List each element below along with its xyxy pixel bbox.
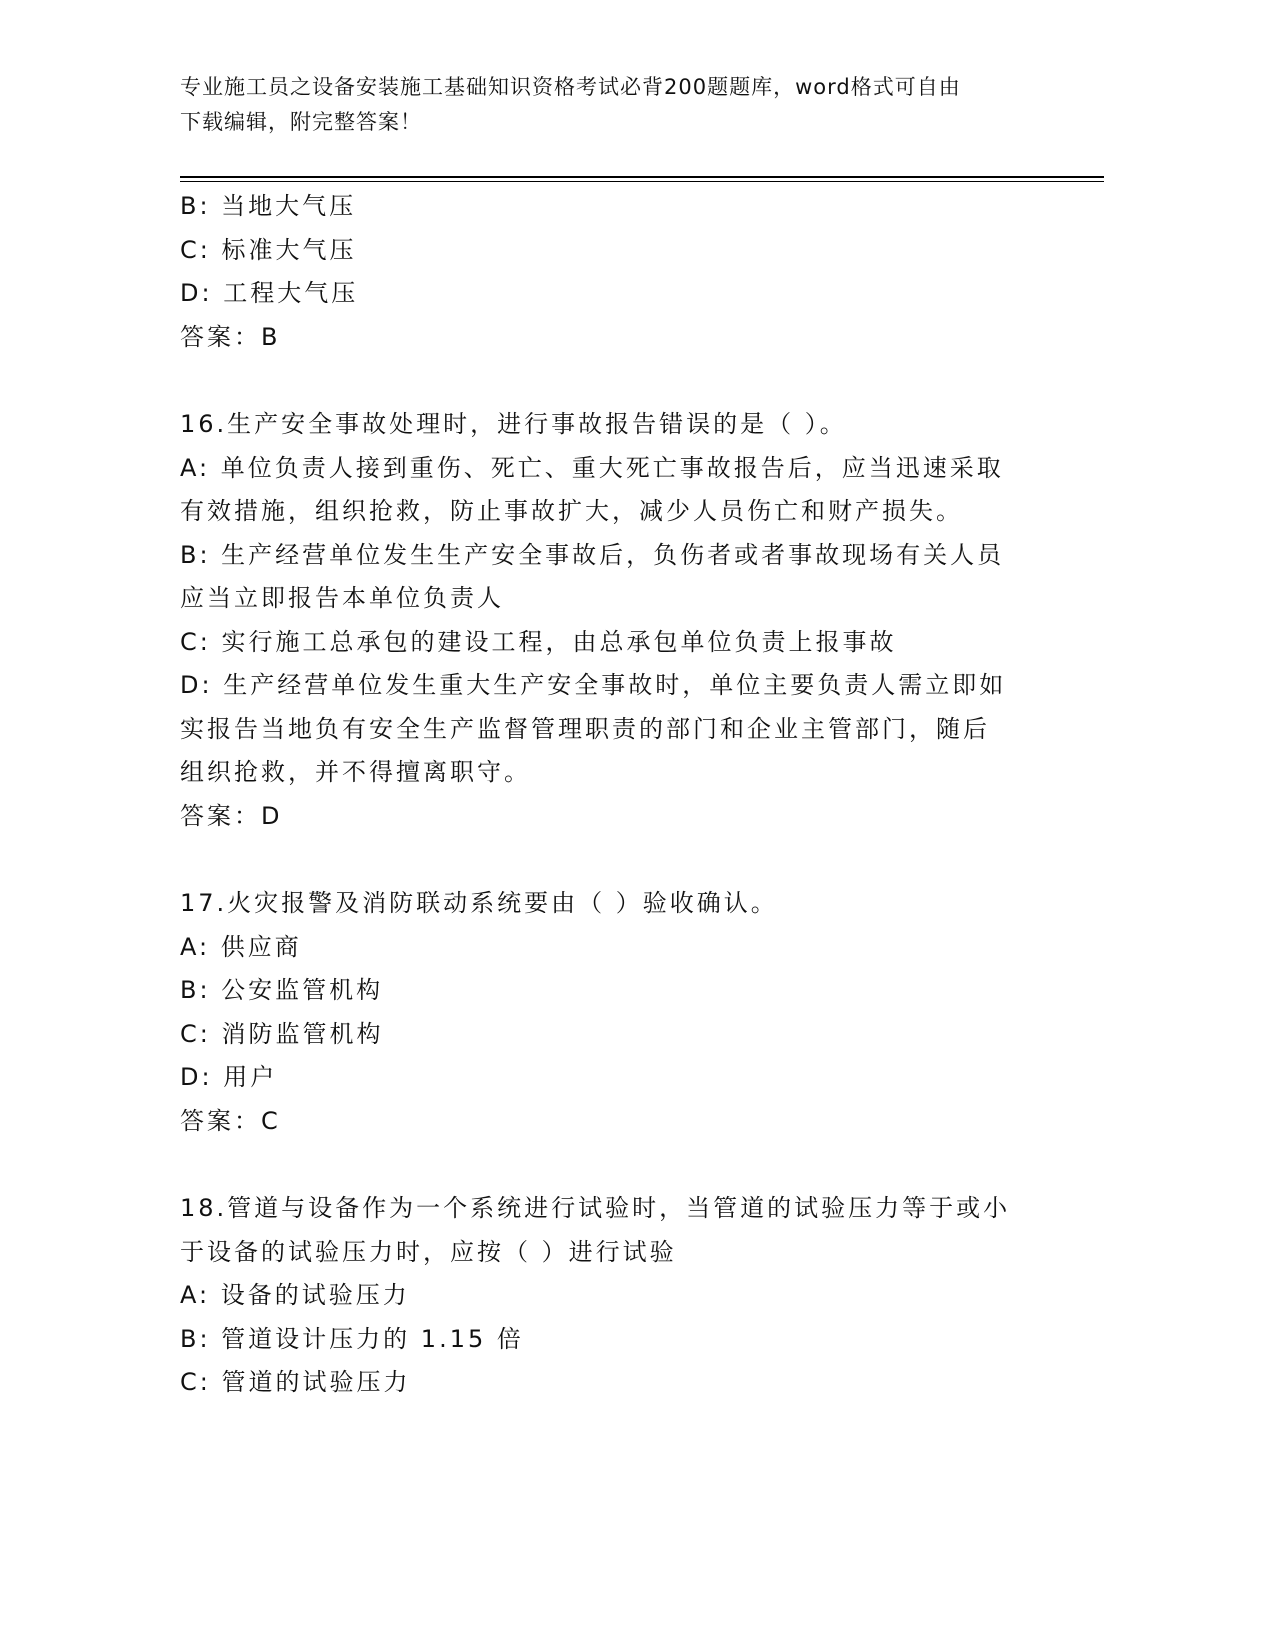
question-17-block [180, 882, 1040, 1143]
document-header [180, 70, 1040, 140]
option-line: D: 工程大气压 [180, 279, 359, 307]
spacer [180, 838, 1040, 882]
spacer [180, 1143, 1040, 1187]
answer-line: 答案：C [180, 1106, 281, 1135]
option-line: B: 公安监管机构 [180, 976, 384, 1004]
option-line: 组织抢救，并不得擅离职守。 [180, 758, 531, 786]
option-line: A: 设备的试验压力 [180, 1281, 410, 1309]
question-line: 17.火灾报警及消防联动系统要由（ ）验收确认。 [180, 889, 778, 917]
header-line-1: 专业施工员之设备安装施工基础知识资格考试必背200题题库，word格式可自由 [180, 75, 961, 99]
option-line: 应当立即报告本单位负责人 [180, 584, 504, 612]
option-line: D: 生产经营单位发生重大生产安全事故时，单位主要负责人需立即如 [180, 671, 1007, 699]
option-line: B: 生产经营单位发生生产安全事故后，负伤者或者事故现场有关人员 [180, 540, 1005, 569]
answer-line: 答案：D [180, 801, 283, 830]
option-line: A: 供应商 [180, 932, 302, 961]
option-line: B: 当地大气压 [180, 192, 357, 220]
option-line: C: 实行施工总承包的建设工程，由总承包单位负责上报事故 [180, 627, 897, 656]
option-line: A: 单位负责人接到重伤、死亡、重大死亡事故报告后，应当迅速采取 [180, 453, 1004, 482]
header-line-2: 下载编辑，附完整答案！ [180, 110, 422, 134]
header-divider-thick [180, 176, 1104, 178]
option-line: C: 管道的试验压力 [180, 1368, 411, 1396]
question-16-block [180, 403, 1040, 838]
header-divider-thin [180, 181, 1104, 182]
option-line: B: 管道设计压力的 1.15 倍 [180, 1324, 524, 1353]
question-content [180, 185, 1040, 1405]
option-line: C: 消防监管机构 [180, 1019, 384, 1048]
question-line: 18.管道与设备作为一个系统进行试验时，当管道的试验压力等于或小 [180, 1194, 1011, 1222]
question-15-block [180, 185, 1040, 359]
option-line: C: 标准大气压 [180, 235, 357, 264]
option-line: 有效措施，组织抢救，防止事故扩大，减少人员伤亡和财产损失。 [180, 497, 963, 525]
option-line: D: 用户 [180, 1063, 278, 1091]
answer-line: 答案：B [180, 322, 281, 351]
spacer [180, 359, 1040, 403]
question-18-block [180, 1187, 1040, 1405]
option-line: 实报告当地负有安全生产监督管理职责的部门和企业主管部门，随后 [180, 714, 990, 743]
question-line: 16.生产安全事故处理时，进行事故报告错误的是（ ）。 [180, 410, 847, 438]
question-line: 于设备的试验压力时，应按（ ）进行试验 [180, 1237, 677, 1266]
